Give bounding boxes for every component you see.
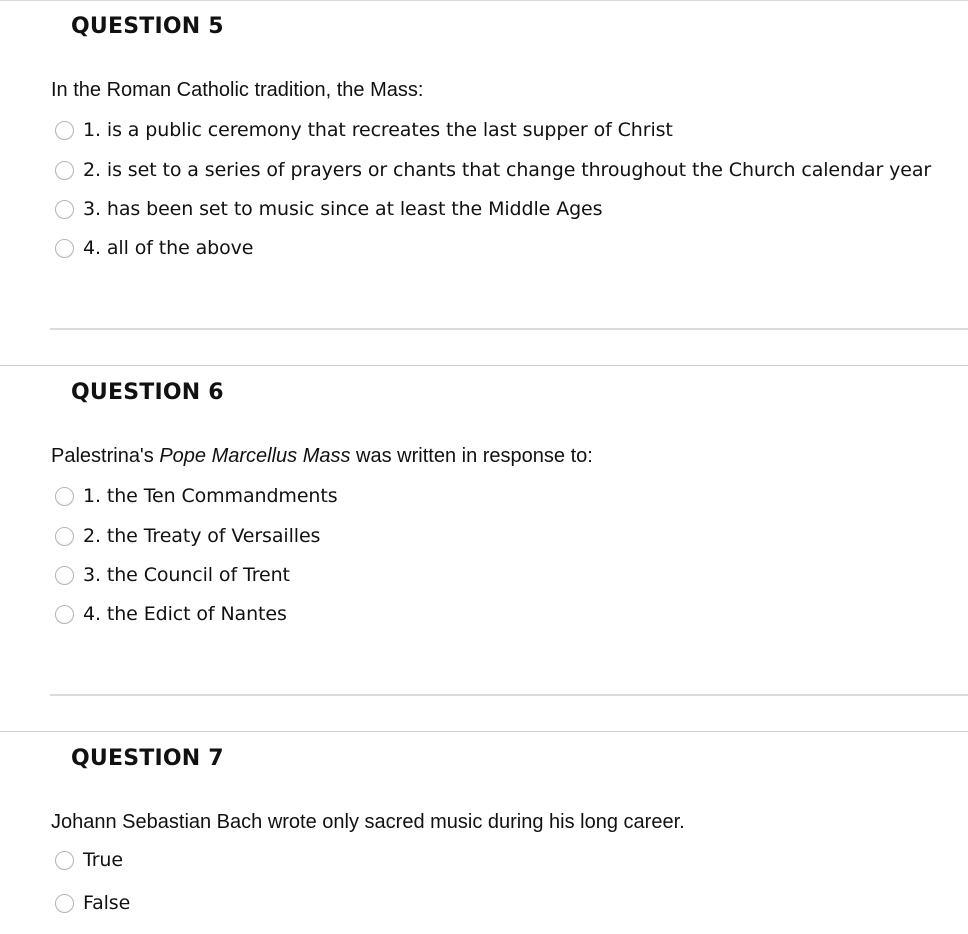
- question-6-title: QUESTION 6: [71, 380, 224, 405]
- top-divider: [0, 0, 968, 1]
- option-number: 3.: [83, 198, 101, 220]
- option-label: is set to a series of prayers or chants that change throughout the Church calendar year: [106, 159, 932, 181]
- radio-button[interactable]: [55, 527, 74, 546]
- radio-button[interactable]: [55, 239, 74, 258]
- option-number: 4.: [83, 237, 101, 259]
- option-label: all of the above: [106, 237, 254, 259]
- option-label: has been set to music since at least the Middle Ages: [106, 198, 603, 220]
- option-number: 2.: [83, 159, 101, 181]
- prompt-italic-title: Pope Marcellus Mass: [159, 445, 351, 467]
- question-7-option-true[interactable]: [55, 847, 123, 873]
- question-6-prompt: [51, 445, 593, 468]
- radio-button[interactable]: [55, 605, 74, 624]
- option-number: 2.: [83, 525, 101, 547]
- question-7-title: QUESTION 7: [71, 746, 224, 771]
- option-label: the Treaty of Versailles: [106, 525, 321, 547]
- option-label: the Edict of Nantes: [106, 603, 287, 625]
- question-6-bottom-divider: [50, 694, 968, 696]
- question-5-option-2[interactable]: [55, 157, 931, 183]
- option-number: 4.: [83, 603, 101, 625]
- question-5-title: QUESTION 5: [71, 14, 224, 39]
- prompt-text: was written in response to:: [350, 445, 593, 467]
- section-divider: [0, 365, 968, 366]
- question-6-option-2[interactable]: [55, 523, 320, 549]
- question-6-option-1[interactable]: [55, 483, 338, 509]
- radio-button[interactable]: [55, 487, 74, 506]
- option-number: 1.: [83, 119, 101, 141]
- radio-button[interactable]: [55, 851, 74, 870]
- option-number: 3.: [83, 564, 101, 586]
- option-label: True: [83, 849, 123, 871]
- radio-button[interactable]: [55, 894, 74, 913]
- question-5-bottom-divider: [50, 328, 968, 330]
- radio-button[interactable]: [55, 161, 74, 180]
- question-5-prompt: In the Roman Catholic tradition, the Mass:: [51, 79, 424, 101]
- question-5-option-1[interactable]: [55, 117, 673, 143]
- question-7-option-false[interactable]: [55, 890, 130, 916]
- radio-button[interactable]: [55, 200, 74, 219]
- question-6-option-4[interactable]: [55, 601, 287, 627]
- radio-button[interactable]: [55, 121, 74, 140]
- question-7-prompt: Johann Sebastian Bach wrote only sacred music during his long career.: [51, 811, 685, 833]
- question-6-option-3[interactable]: [55, 562, 290, 588]
- section-divider: [0, 731, 968, 732]
- question-5-option-3[interactable]: [55, 196, 602, 222]
- option-label: False: [83, 892, 131, 914]
- option-label: the Ten Commandments: [106, 485, 338, 507]
- option-number: 1.: [83, 485, 101, 507]
- prompt-text: Palestrina's: [51, 445, 160, 467]
- option-label: is a public ceremony that recreates the last supper of Christ: [106, 119, 673, 141]
- question-5-option-4[interactable]: [55, 235, 253, 261]
- radio-button[interactable]: [55, 566, 74, 585]
- option-label: the Council of Trent: [106, 564, 290, 586]
